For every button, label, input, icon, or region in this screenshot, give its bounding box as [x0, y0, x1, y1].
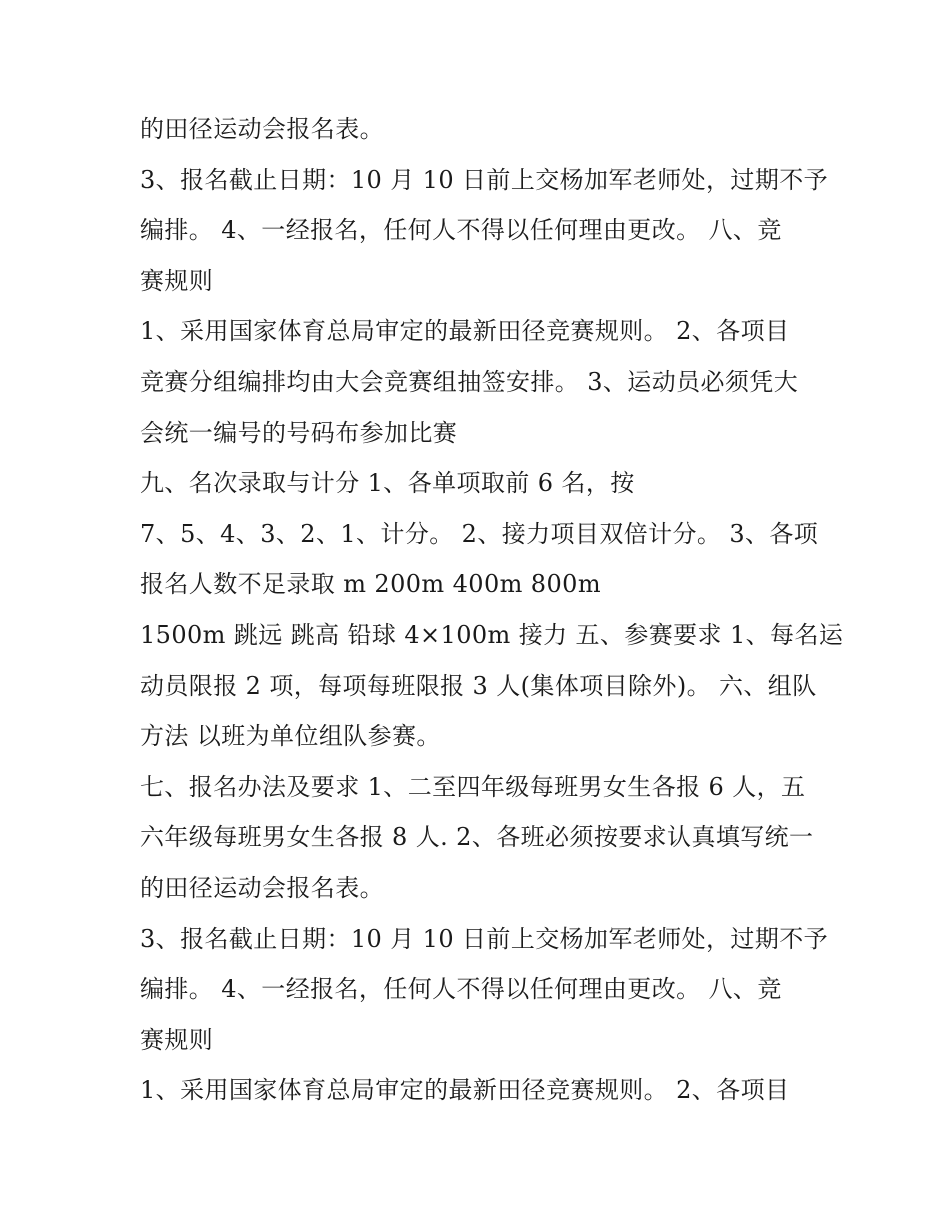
text-line: 会统一编号的号码布参加比赛 — [140, 418, 458, 447]
text-line: 报名人数不足录取 m 200m 400m 800m — [140, 570, 601, 599]
text-line: 编排。 4、一经报名，任何人不得以任何理由更改。 八、竞 — [140, 975, 782, 1004]
text-line: 3、报名截止日期：10 月 10 日前上交杨加军老师处，过期不予 — [140, 924, 829, 953]
text-line: 赛规则 — [140, 1025, 214, 1054]
text-line: 竞赛分组编排均由大会竞赛组抽签安排。 3、运动员必须凭大 — [140, 367, 799, 396]
text-line: 六年级每班男女生各报 8 人. 2、各班必须按要求认真填写统一 — [140, 823, 814, 852]
text-line: 7、5、4、3、2、1、计分。 2、接力项目双倍计分。 3、各项 — [140, 519, 819, 548]
text-line: 赛规则 — [140, 266, 214, 295]
text-line: 的田径运动会报名表。 — [140, 873, 384, 902]
text-line: 的田径运动会报名表。 — [140, 115, 384, 143]
text-line: 九、名次录取与计分 1、各单项取前 6 名，按 — [140, 469, 635, 498]
text-line: 方法 以班为单位组队参赛。 — [140, 722, 441, 751]
text-line: 1、采用国家体育总局审定的最新田径竞赛规则。 2、各项目 — [140, 1076, 790, 1105]
text-line: 1500m 跳远 跳高 铅球 4×100m 接力 五、参赛要求 1、每名运 — [140, 620, 844, 649]
text-line: 编排。 4、一经报名，任何人不得以任何理由更改。 八、竞 — [140, 216, 782, 245]
text-line: 七、报名办法及要求 1、二至四年级每班男女生各报 6 人，五 — [140, 772, 806, 801]
text-line: 动员限报 2 项，每项每班限报 3 人(集体项目除外)。 六、组队 — [140, 671, 817, 700]
document-body — [140, 104, 844, 1116]
text-line: 1、采用国家体育总局审定的最新田径竞赛规则。 2、各项目 — [140, 317, 790, 346]
text-line: 3、报名截止日期：10 月 10 日前上交杨加军老师处，过期不予 — [140, 165, 829, 194]
